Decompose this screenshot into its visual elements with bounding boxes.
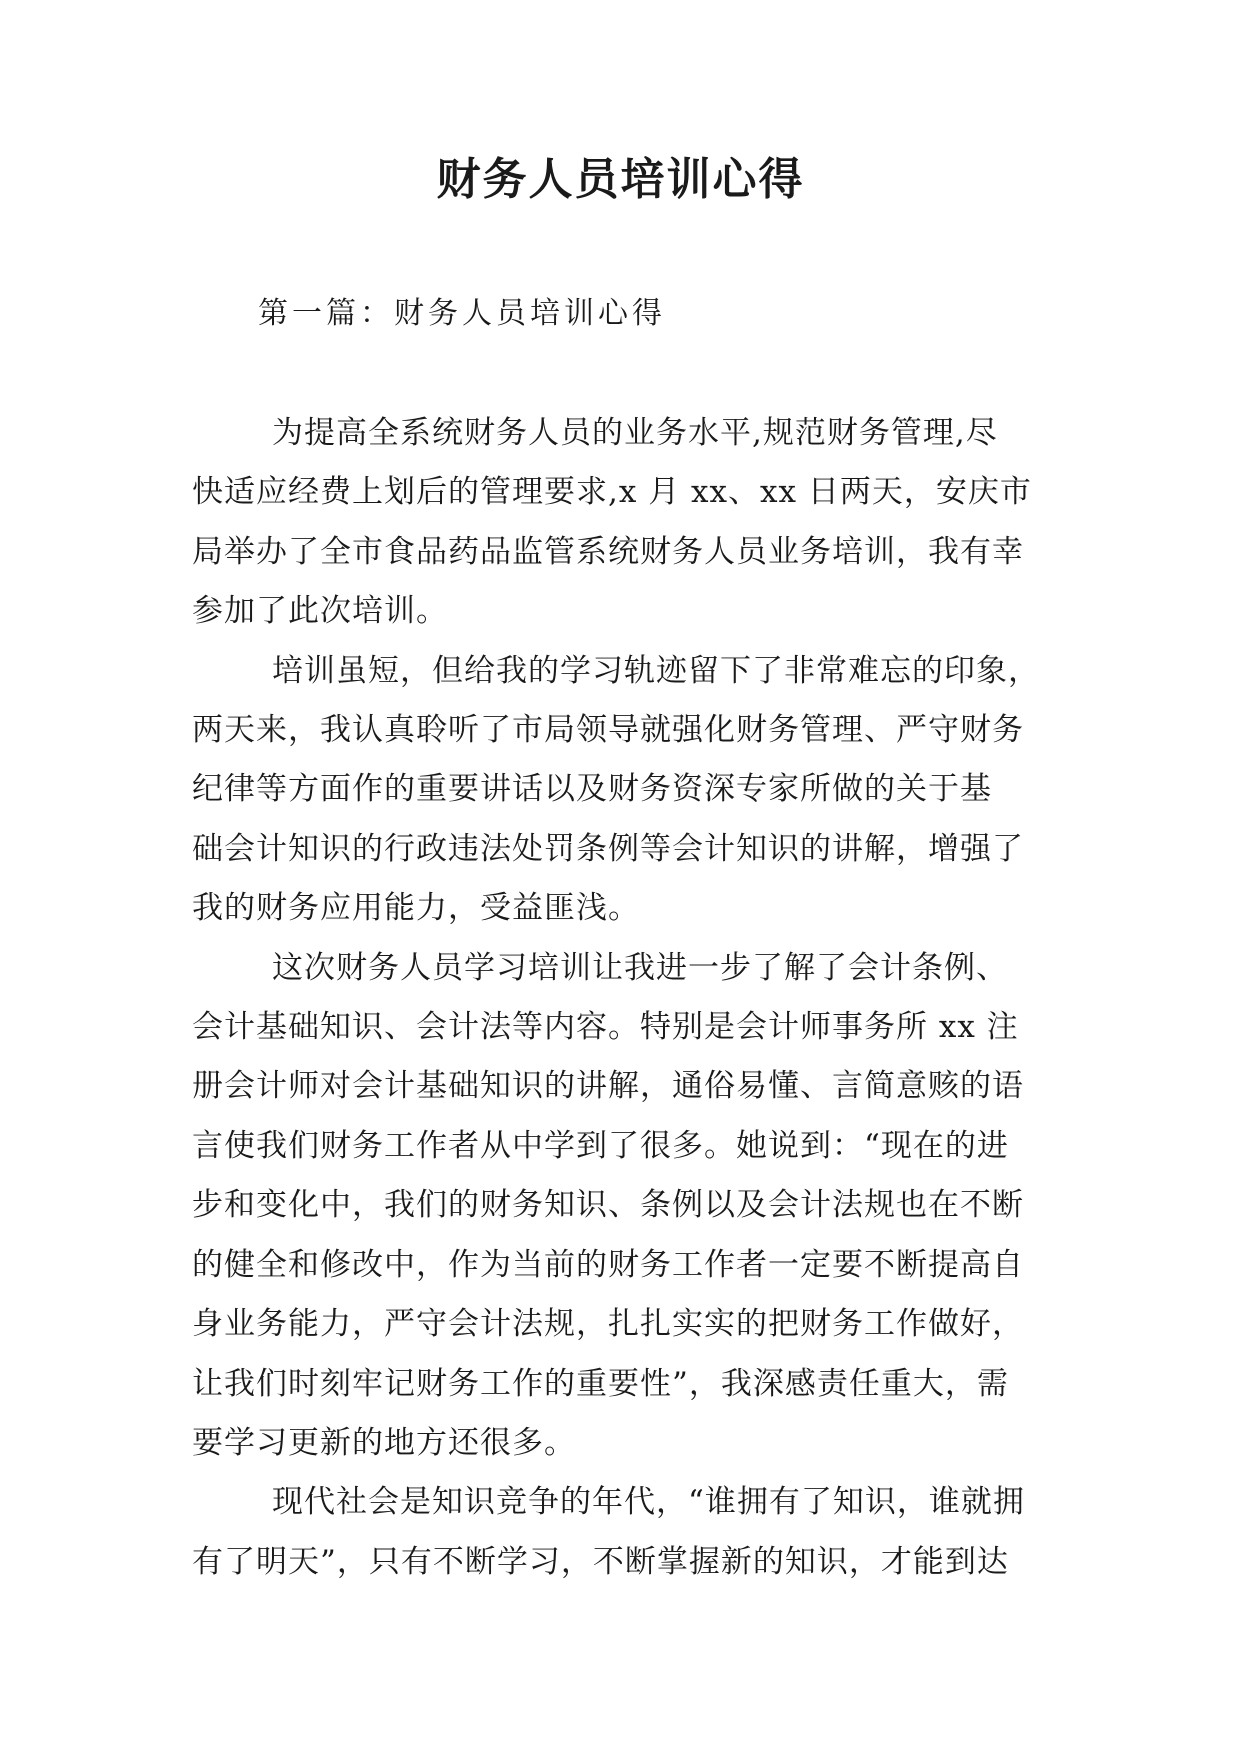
document-title: 财务人员培训心得 [436, 154, 805, 205]
paragraph-line: 身业务能力，严守会计法规，扎扎实实的把财务工作做好， [192, 1306, 1024, 1343]
paragraph-line: 会计基础知识、会计法等内容。特别是会计师事务所 xx 注 [192, 1009, 1019, 1046]
paragraph-line: 快适应经费上划后的管理要求,x 月 xx、xx 日两天，安庆市 [192, 474, 1032, 511]
paragraph-line: 的健全和修改中，作为当前的财务工作者一定要不断提高自 [192, 1246, 1024, 1283]
paragraph [192, 1473, 1052, 1592]
paragraph-line: 纪律等方面作的重要讲话以及财务资深专家所做的关于基 [192, 771, 992, 808]
paragraph-line: 这次财务人员学习培训让我进一步了解了会计条例、 [272, 949, 1008, 986]
paragraph-line: 为提高全系统财务人员的业务水平,规范财务管理,尽 [272, 415, 998, 451]
paragraph-line: 础会计知识的行政违法处罚条例等会计知识的讲解，增强了 [192, 830, 1024, 867]
paragraph [192, 404, 1052, 642]
paragraph-line: 局举办了全市食品药品监管系统财务人员业务培训，我有幸 [192, 533, 1024, 570]
paragraph-line: 要学习更新的地方还很多。 [192, 1424, 576, 1461]
paragraph [192, 939, 1052, 1474]
paragraph-line: 步和变化中，我们的财务知识、条例以及会计法规也在不断 [192, 1187, 1024, 1224]
document-subtitle: 第一篇：财务人员培训心得 [258, 296, 666, 331]
paragraph-line: 两天来，我认真聆听了市局领导就强化财务管理、严守财务 [192, 712, 1024, 749]
paragraph-line: 册会计师对会计基础知识的讲解，通俗易懂、言简意赅的语 [192, 1068, 1024, 1105]
paragraph [192, 642, 1052, 939]
paragraph-line: 言使我们财务工作者从中学到了很多。她说到：“现在的进 [192, 1127, 1009, 1164]
paragraph-line: 有了明天”，只有不断学习，不断掌握新的知识，才能到达 [192, 1543, 1009, 1580]
paragraph-line: 现代社会是知识竞争的年代，“谁拥有了知识，谁就拥 [272, 1484, 1025, 1521]
paragraph-line: 我的财务应用能力，受益匪浅。 [192, 890, 640, 927]
paragraph-line: 参加了此次培训。 [192, 593, 448, 630]
paragraph-line: 培训虽短，但给我的学习轨迹留下了非常难忘的印象， [272, 652, 1040, 689]
paragraph-line: 让我们时刻牢记财务工作的重要性”，我深感责任重大，需 [192, 1365, 1009, 1402]
document-body [192, 404, 1052, 1592]
